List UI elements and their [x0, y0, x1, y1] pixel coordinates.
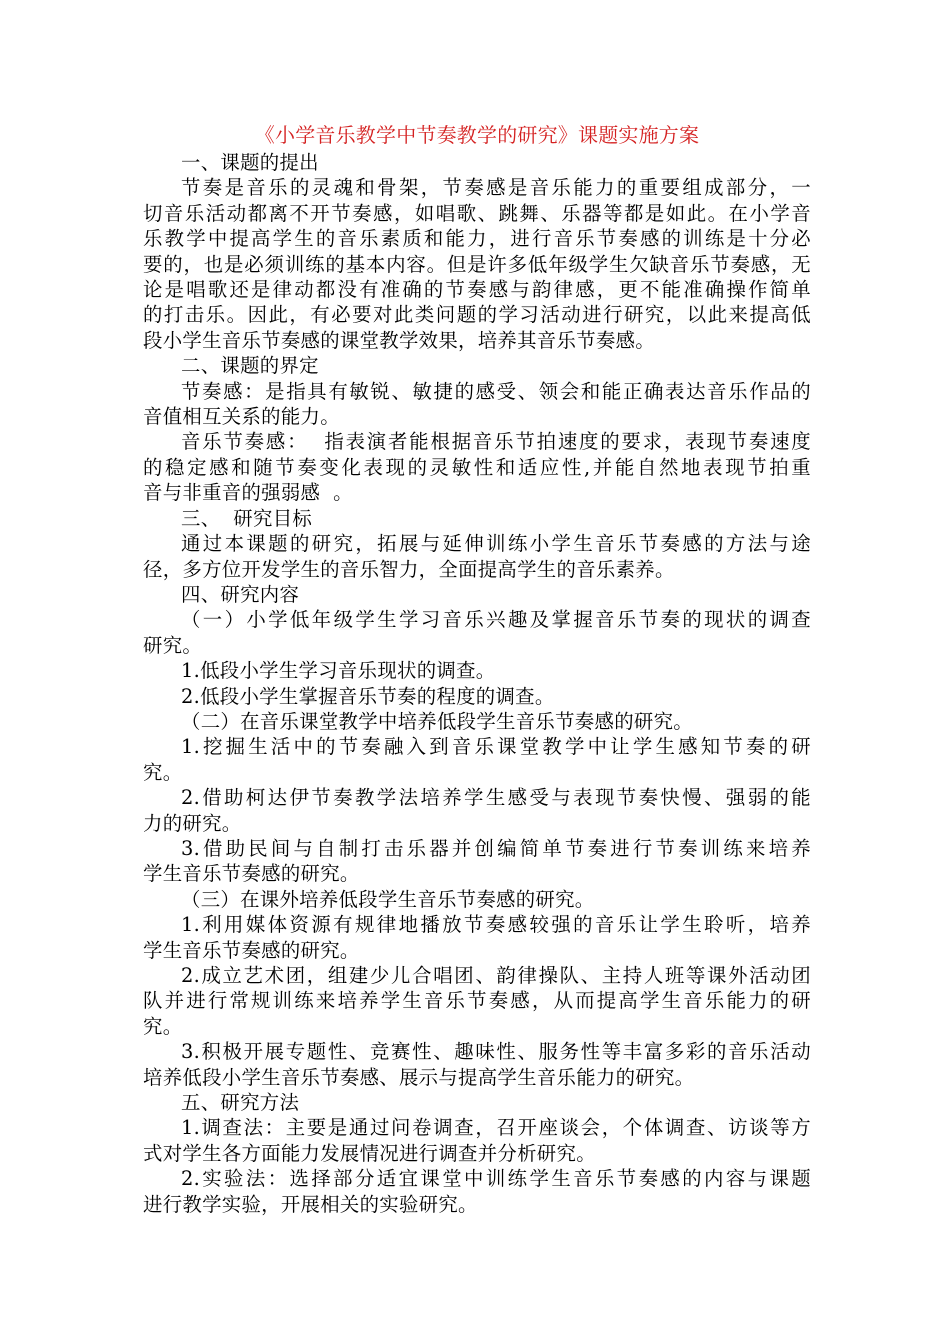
- paragraph-line: 音乐节奏感： 指表演者能根据音乐节拍速度的要求，表现节奏速度: [181, 430, 811, 454]
- paragraph-line: 通过本课题的研究，拓展与延伸训练小学生音乐节奏感的方法与途: [181, 532, 811, 556]
- paragraph-line: 要的，也是必须训练的基本内容。但是许多低年级学生欠缺音乐节奏感，无: [143, 252, 811, 276]
- subheading: （二）在音乐课堂教学中培养低段学生音乐节奏感的研究。: [181, 709, 693, 733]
- paragraph-line: 音与非重音的强弱感 。: [143, 481, 353, 505]
- document-page: [143, 120, 811, 1217]
- list-item: 1.调查法：主要是通过问卷调查，召开座谈会，个体调查、访谈等方: [181, 1116, 811, 1140]
- list-item-continuation: 式对学生各方面能力发展情况进行调查并分析研究。: [143, 1141, 596, 1165]
- list-item: 2.低段小学生掌握音乐节奏的程度的调查。: [181, 684, 555, 708]
- list-item: 2.实验法：选择部分适宜课堂中训练学生音乐节奏感的内容与课题: [181, 1167, 811, 1191]
- list-item: 2.成立艺术团，组建少儿合唱团、韵律操队、主持人班等课外活动团: [181, 964, 811, 987]
- list-item-continuation: 队并进行常规训练来培养学生音乐节奏感，从而提高学生音乐能力的研: [143, 989, 811, 1013]
- list-item: 2.借助柯达伊节奏教学法培养学生感受与表现节奏快慢、强弱的能: [181, 786, 811, 810]
- paragraph-line: 节奏感：是指具有敏锐、敏捷的感受、领会和能正确表达音乐作品的: [181, 379, 811, 403]
- paragraph-line: 研究。: [143, 633, 203, 657]
- paragraph-line: 乐教学中提高学生的音乐素质和能力，进行音乐节奏感的训练是十分必: [143, 227, 811, 251]
- heading-2: 二、课题的界定: [181, 354, 319, 378]
- paragraph-line: （一）小学低年级学生学习音乐兴趣及掌握音乐节奏的现状的调查: [181, 608, 811, 632]
- heading-5: 五、研究方法: [181, 1091, 300, 1115]
- paragraph-line: 段小学生音乐节奏感的课堂教学效果，培养其音乐节奏感。: [143, 328, 655, 352]
- list-item-continuation: 究。: [143, 760, 183, 784]
- paragraph-line: 的打击乐。因此，有必要对此类问题的学习活动进行研究，以此来提高低: [143, 303, 811, 327]
- paragraph-line: 节奏是音乐的灵魂和骨架，节奏感是音乐能力的重要组成部分，一: [181, 176, 811, 200]
- list-item-continuation: 力的研究。: [143, 811, 242, 835]
- list-item: 3.借助民间与自制打击乐器并创编简单节奏进行节奏训练来培养: [181, 836, 811, 860]
- document-title: 《小学音乐教学中节奏教学的研究》课题实施方案: [254, 123, 700, 147]
- list-item-continuation: 究。: [143, 1014, 183, 1038]
- list-item-continuation: 培养低段小学生音乐节奏感、展示与提高学生音乐能力的研究。: [143, 1065, 695, 1089]
- list-item-continuation: 学生音乐节奏感的研究。: [143, 938, 360, 962]
- heading-4: 四、研究内容: [181, 582, 300, 606]
- heading-3: 三、 研究目标: [181, 506, 313, 530]
- paragraph-line: 的稳定感和随节奏变化表现的灵敏性和适应性,并能自然地表现节拍重: [143, 455, 811, 479]
- paragraph-line: 音值相互关系的能力。: [143, 405, 340, 429]
- list-item: 1.低段小学生学习音乐现状的调查。: [181, 659, 496, 683]
- list-item-continuation: 进行教学实验，开展相关的实验研究。: [143, 1192, 478, 1216]
- paragraph-line: 径，多方位开发学生的音乐智力，全面提高学生的音乐素养。: [143, 557, 675, 581]
- subheading: （三）在课外培养低段学生音乐节奏感的研究。: [181, 887, 595, 911]
- list-item: 3.积极开展专题性、竞赛性、趣味性、服务性等丰富多彩的音乐活动: [181, 1040, 811, 1064]
- paragraph-line: 切音乐活动都离不开节奏感，如唱歌、跳舞、乐器等都是如此。在小学音: [143, 201, 811, 225]
- heading-1: 一、课题的提出: [181, 151, 319, 174]
- paragraph-line: 论是唱歌还是律动都没有准确的节奏感与韵律感，更不能准确操作简单: [143, 278, 811, 302]
- list-item: 1.挖掘生活中的节奏融入到音乐课堂教学中让学生感知节奏的研: [181, 735, 811, 759]
- list-item: 1.利用媒体资源有规律地播放节奏感较强的音乐让学生聆听，培养: [181, 913, 811, 937]
- list-item-continuation: 学生音乐节奏感的研究。: [143, 862, 360, 886]
